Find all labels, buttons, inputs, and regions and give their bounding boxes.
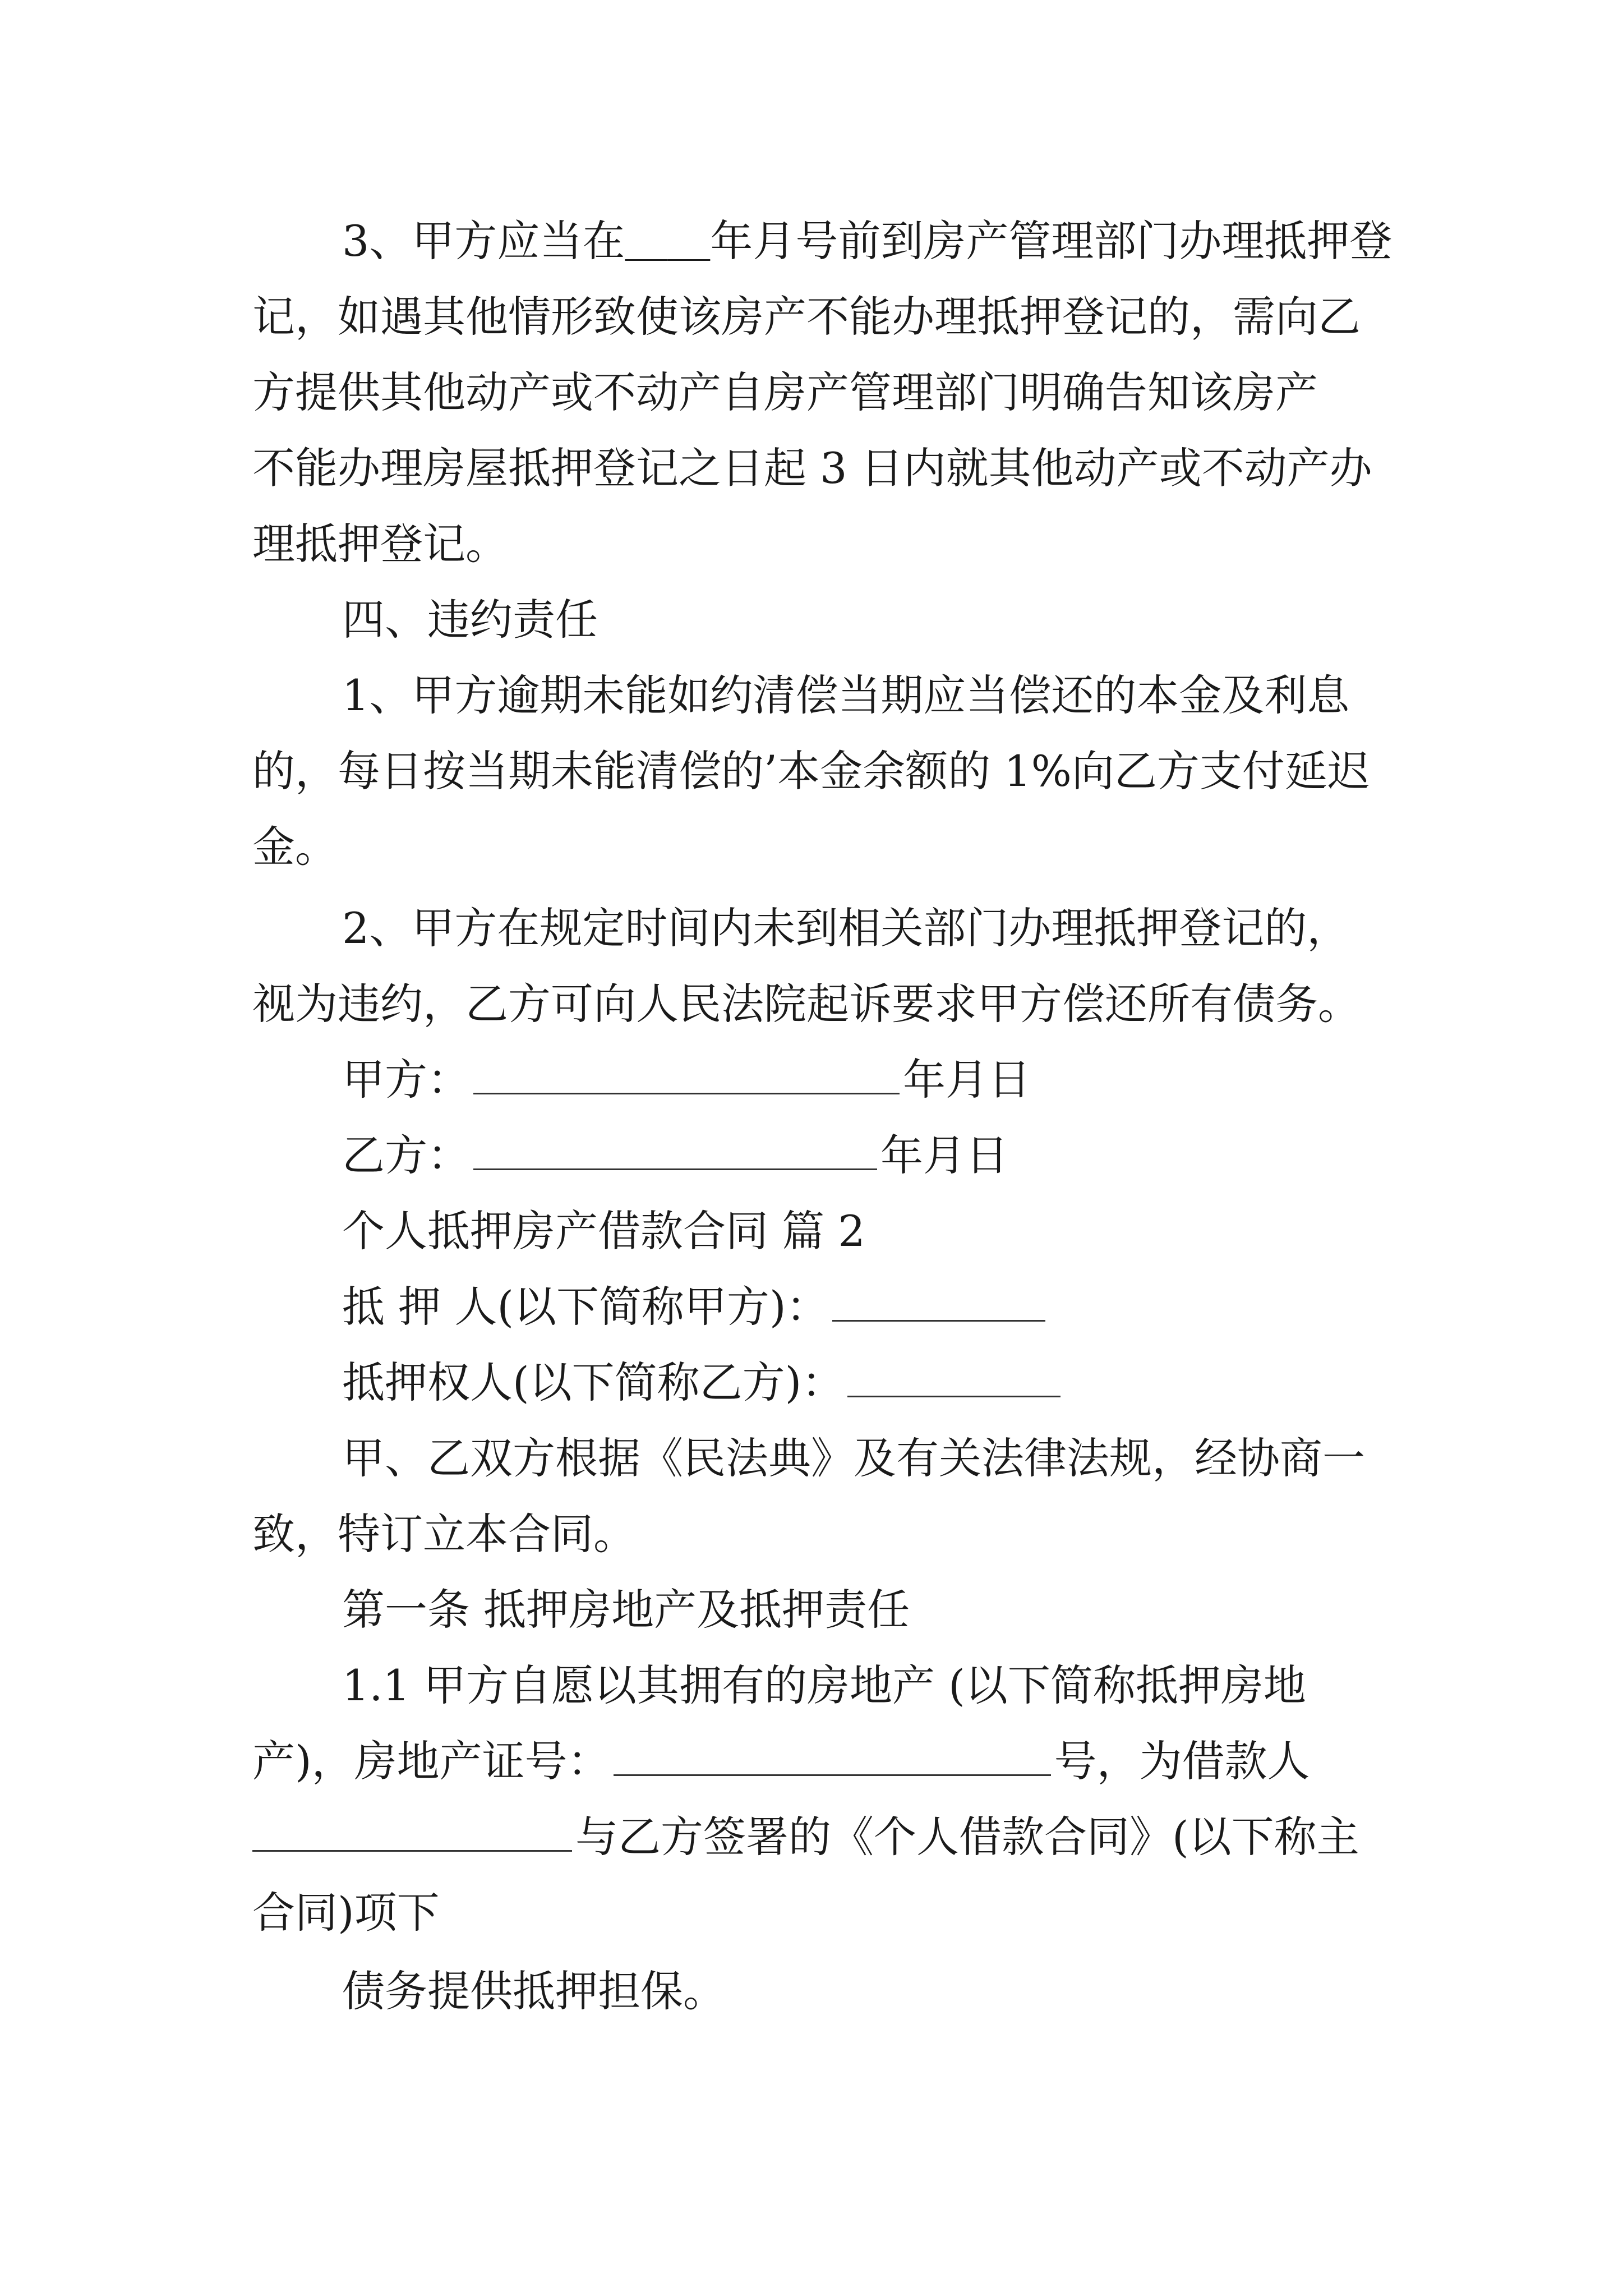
mortgagee-label: 抵押权人(以下简称乙方)： <box>342 1358 845 1407</box>
paragraph-line: 方提供其他动产或不动产自房产管理部门明确告知该房产 <box>252 367 1318 417</box>
paragraph-line: 合同)项下 <box>252 1888 440 1938</box>
party-a-blank <box>473 1053 900 1094</box>
borrower-blank <box>252 1811 572 1852</box>
paragraph-line: 2、甲方在规定时间内未到相关部门办理抵押登记的， <box>342 903 1350 953</box>
paragraph-line: 1、甲方逾期未能如约清偿当期应当偿还的本金及利息 <box>342 670 1350 720</box>
paragraph-line: 致，特订立本合同。 <box>252 1509 636 1559</box>
party-b-blank <box>473 1129 877 1170</box>
property-cert-row <box>252 1728 1402 1795</box>
paragraph-line: 记，如遇其他情形致使该房产不能办理抵押登记的，需向乙 <box>252 292 1361 342</box>
paragraph-line: 视为违约，乙方可向人民法院起诉要求甲方偿还所有债务。 <box>252 979 1361 1029</box>
party-a-label: 甲方： <box>342 1055 470 1105</box>
paragraph-line: 不能办理房屋抵押登记之日起 3 日内就其他动产或不动产办 <box>252 443 1372 493</box>
paragraph-line: 债务提供抵押担保。 <box>342 1966 726 2016</box>
mortgagor-blank <box>832 1281 1045 1322</box>
party-b-date: 年月日 <box>880 1130 1008 1180</box>
contract-title: 个人抵押房产借款合同 篇 2 <box>342 1206 865 1256</box>
signature-row-party-b <box>342 1122 1492 1189</box>
mortgagee-blank <box>847 1356 1061 1397</box>
paragraph-line: 理抵押登记。 <box>252 519 508 569</box>
mortgagor-row <box>342 1273 1492 1341</box>
signature-row-party-a <box>342 1046 1492 1114</box>
paragraph-line: 甲、乙双方根据《民法典》及有关法律法规，经协商一 <box>342 1433 1365 1483</box>
borrower-row <box>252 1803 1402 1871</box>
paragraph-line: 的，每日按当期未能清偿的’本金余额的 1%向乙方支付延迟 <box>252 746 1370 796</box>
paragraph-line: 金。 <box>252 822 338 872</box>
borrower-label: 号，为借款人 <box>1054 1736 1310 1786</box>
party-a-date: 年月日 <box>903 1055 1031 1105</box>
mortgagor-label: 抵 押 人(以下简称甲方)： <box>342 1282 829 1332</box>
section-heading: 四、违约责任 <box>342 595 598 645</box>
property-cert-label: 产)，房地产证号： <box>252 1736 610 1786</box>
property-cert-blank <box>614 1735 1051 1776</box>
paragraph-line: 1.1 甲方自愿以其拥有的房地产 (以下简称抵押房地 <box>342 1660 1306 1710</box>
paragraph-line: 与乙方签署的《个人借款合同》(以下称主 <box>575 1812 1359 1862</box>
article-heading: 第一条 抵押房地产及抵押责任 <box>342 1585 910 1635</box>
paragraph-line: 3、甲方应当在＿＿年月号前到房产管理部门办理抵押登 <box>342 216 1393 266</box>
mortgagee-row <box>342 1349 1492 1416</box>
party-b-label: 乙方： <box>342 1130 470 1180</box>
